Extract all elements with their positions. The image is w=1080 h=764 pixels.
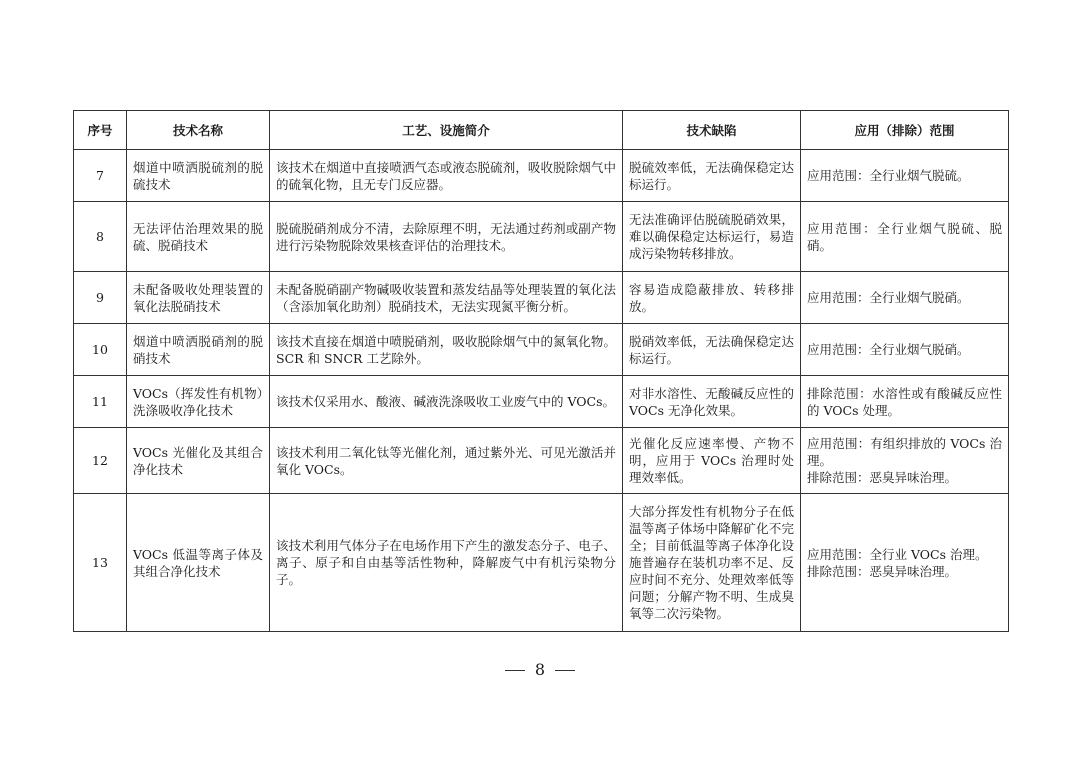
page-number [0, 660, 1080, 679]
row-defect: 脱硝效率低，无法确保稳定达标运行。 [623, 324, 801, 376]
row-tech-name: 未配备吸收处理装置的氧化法脱硝技术 [127, 272, 270, 324]
row-tech-name: VOCs 光催化及其组合净化技术 [127, 428, 270, 494]
page-number-value: 8 [534, 660, 546, 679]
row-scope: 应用范围：全行业烟气脱硫。 [801, 150, 1009, 202]
row-description: 该技术利用二氧化钛等光催化剂，通过紫外光、可见光激活并氧化 VOCs。 [270, 428, 623, 494]
row-tech-name: 烟道中喷洒脱硫剂的脱硫技术 [127, 150, 270, 202]
row-scope: 应用范围：全行业烟气脱硝。 [801, 324, 1009, 376]
row-no: 8 [74, 202, 127, 272]
row-defect: 对非水溶性、无酸碱反应性的 VOCs 无净化效果。 [623, 376, 801, 428]
header-description: 工艺、设施简介 [270, 111, 623, 150]
dash-left [505, 670, 525, 671]
table-row [74, 324, 1009, 376]
row-no: 12 [74, 428, 127, 494]
row-defect: 光催化反应速率慢、产物不明，应用于 VOCs 治理时处理效率低。 [623, 428, 801, 494]
row-tech-name: VOCs 低温等离子体及其组合净化技术 [127, 494, 270, 632]
row-description: 该技术仅采用水、酸液、碱液洗涤吸收工业废气中的 VOCs。 [270, 376, 623, 428]
row-no: 11 [74, 376, 127, 428]
header-tech-name: 技术名称 [127, 111, 270, 150]
row-description: 该技术直接在烟道中喷脱硝剂，吸收脱除烟气中的氮氧化物。SCR 和 SNCR 工艺除外。 [270, 324, 623, 376]
table-row [74, 376, 1009, 428]
table-row [74, 272, 1009, 324]
row-tech-name: 烟道中喷洒脱硝剂的脱硝技术 [127, 324, 270, 376]
row-no: 10 [74, 324, 127, 376]
row-defect: 容易造成隐蔽排放、转移排放。 [623, 272, 801, 324]
table-row [74, 150, 1009, 202]
table-row [74, 202, 1009, 272]
row-no: 9 [74, 272, 127, 324]
row-defect: 无法准确评估脱硫脱硝效果，难以确保稳定达标运行，易造成污染物转移排放。 [623, 202, 801, 272]
row-scope: 应用范围：全行业烟气脱硫、脱硝。 [801, 202, 1009, 272]
row-description: 脱硫脱硝剂成分不清，去除原理不明，无法通过药剂或副产物进行污染物脱除效果核查评估的治理技术。 [270, 202, 623, 272]
row-description: 该技术在烟道中直接喷洒气态或液态脱硫剂，吸收脱除烟气中的硫氧化物，且无专门反应器。 [270, 150, 623, 202]
row-defect: 脱硫效率低，无法确保稳定达标运行。 [623, 150, 801, 202]
header-scope: 应用（排除）范围 [801, 111, 1009, 150]
header-defect: 技术缺陷 [623, 111, 801, 150]
row-tech-name: 无法评估治理效果的脱硫、脱硝技术 [127, 202, 270, 272]
row-description: 该技术利用气体分子在电场作用下产生的激发态分子、电子、离子、原子和自由基等活性物种，降解废气中有机污染物分子。 [270, 494, 623, 632]
row-defect: 大部分挥发性有机物分子在低温等离子体场中降解矿化不完全；目前低温等离子体净化设施普遍存在装机功率不足、反应时间不充分、处理效率低等问题；分解产物不明、生成臭氧等二次污染物。 [623, 494, 801, 632]
row-scope: 应用范围：全行业烟气脱硝。 [801, 272, 1009, 324]
row-no: 7 [74, 150, 127, 202]
dash-right [555, 670, 575, 671]
row-no: 13 [74, 494, 127, 632]
row-tech-name: VOCs（挥发性有机物）洗涤吸收净化技术 [127, 376, 270, 428]
row-scope: 应用范围：有组织排放的 VOCs 治理。 排除范围：恶臭异味治理。 [801, 428, 1009, 494]
table-header-row [74, 111, 1009, 150]
row-scope: 排除范围：水溶性或有酸碱反应性的 VOCs 处理。 [801, 376, 1009, 428]
row-scope: 应用范围：全行业 VOCs 治理。 排除范围：恶臭异味治理。 [801, 494, 1009, 632]
table-row [74, 494, 1009, 632]
technology-table [73, 110, 1009, 632]
row-description: 未配备脱硝副产物碱吸收装置和蒸发结晶等处理装置的氧化法（含添加氧化助剂）脱硝技术，无法实现氮平衡分析。 [270, 272, 623, 324]
table-row [74, 428, 1009, 494]
header-no: 序号 [74, 111, 127, 150]
